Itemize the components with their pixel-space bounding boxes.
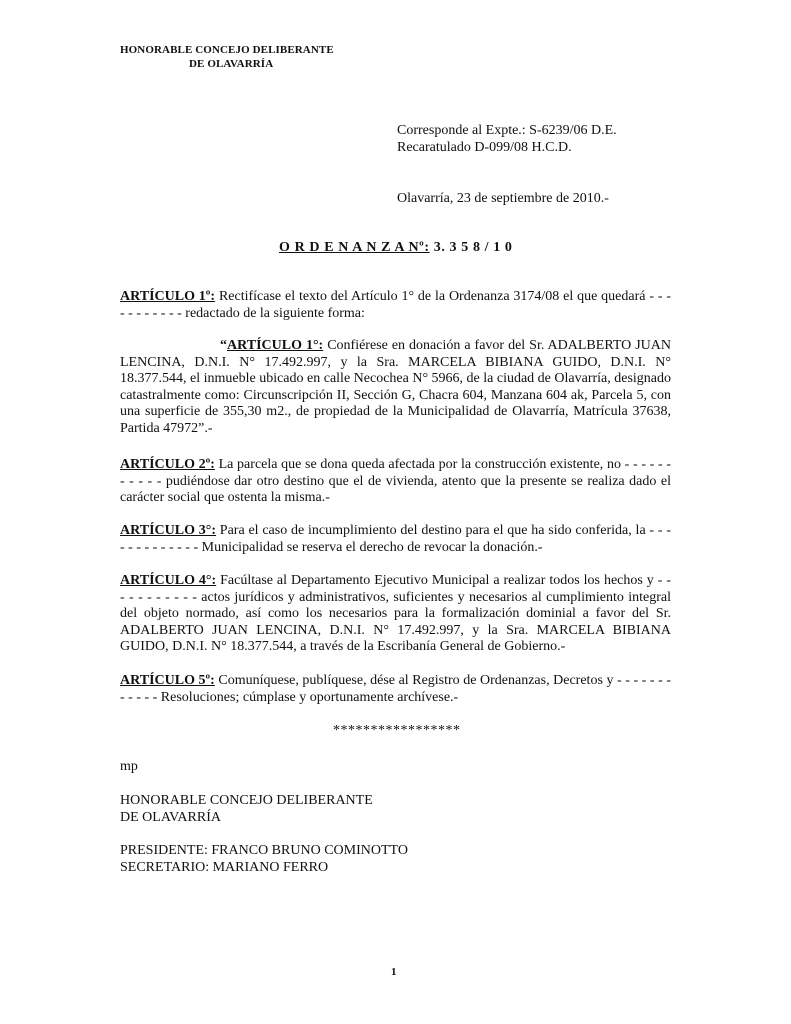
article-1-label: ARTÍCULO 1º: [120, 289, 216, 304]
signature-org-line-2: DE OLAVARRÍA [120, 810, 221, 825]
article-5 [120, 673, 671, 706]
article-1-quoted [120, 338, 671, 438]
quote-mark: “ [220, 338, 227, 353]
article-4 [120, 573, 671, 656]
separator: ***************** [333, 723, 461, 738]
article-5-text: Comuníquese, publíquese, dése al Registro de Ordenanzas, Decretos y - - - - - - - - - - - - Resoluciones; cúmplase y oportunamente archívese.- [120, 673, 671, 705]
signature-org-line-1: HONORABLE CONCEJO DELIBERANTE [120, 793, 373, 808]
ordinance-label: O R D E N A N Z A Nº: [279, 240, 430, 255]
article-2-text: La parcela que se dona queda afectada por la construcción existente, no - - - - - - - - - - - pudiéndose dar otro destino que el de vivienda, atento que la presente se realiza dado el carácter social que ostenta la misma.- [120, 457, 672, 506]
article-2 [120, 457, 671, 507]
ordinance-number: 3. 3 5 8 / 1 0 [429, 240, 513, 255]
article-1-quoted-label: ARTÍCULO 1°: [227, 338, 324, 353]
header-line-1: HONORABLE CONCEJO DELIBERANTE [120, 44, 334, 56]
ordinance-title [279, 240, 513, 256]
article-3 [120, 523, 671, 556]
document-date: Olavarría, 23 de septiembre de 2010.- [397, 191, 609, 206]
article-1-quoted-text: Confiérese en donación a favor del Sr. ADALBERTO JUAN LENCINA, D.N.I. N° 17.492.997, y la Sra. MARCELA BIBIANA GUIDO, D.N.I. N° 18.377.544, el inmueble ubicado en calle Necochea N° 5966, de la ciudad de Olavarría, designado catastralmente como: Circunscripción II, Sección G, Chacra 604, Manzana 604 ak, Parcela 5, con una superficie de 355,30 m2., de propiedad de la Municipalidad de Olavarría, Matrícula 37638, Partida 47972”.- [120, 338, 672, 436]
page-number: 1 [391, 966, 397, 978]
article-3-label: ARTÍCULO 3°: [120, 523, 217, 538]
article-4-label: ARTÍCULO 4°: [120, 573, 217, 588]
file-rebadge: Recaratulado D-099/08 H.C.D. [397, 140, 572, 155]
article-1 [120, 289, 671, 322]
header-line-2: DE OLAVARRÍA [189, 58, 274, 70]
article-3-text: Para el caso de incumplimiento del destino para el que ha sido conferida, la - - - - - - - - - - - - - Municipalidad se reserva el derecho de revocar la donación.- [120, 523, 671, 555]
file-reference: Corresponde al Expte.: S-6239/06 D.E. [397, 123, 617, 138]
article-5-label: ARTÍCULO 5º: [120, 673, 215, 688]
initials: mp [120, 759, 138, 774]
secretary-line: SECRETARIO: MARIANO FERRO [120, 860, 329, 875]
article-2-label: ARTÍCULO 2º: [120, 457, 215, 472]
president-line: PRESIDENTE: FRANCO BRUNO COMINOTTO [120, 843, 408, 858]
article-4-text: Facúltase al Departamento Ejecutivo Municipal a realizar todos los hechos y - - - - - - - - - - - actos jurídicos y administrativos, suficientes y necesarios al cumplimiento integral del objeto normado, así como los necesarios para la formalización dominial a favor del Sr. ADALBERTO JUAN LENCINA, D.N.I. N° 17.492.997, y la Sra. MARCELA BIBIANA GUIDO, D.N.I. N° 18.377.544, a través de la Escribanía General de Gobierno.- [120, 573, 671, 655]
article-1-text: Rectifícase el texto del Artículo 1° de la Ordenanza 3174/08 el que quedará - - - - - - - - - - - redactado de la siguiente forma: [120, 289, 672, 321]
